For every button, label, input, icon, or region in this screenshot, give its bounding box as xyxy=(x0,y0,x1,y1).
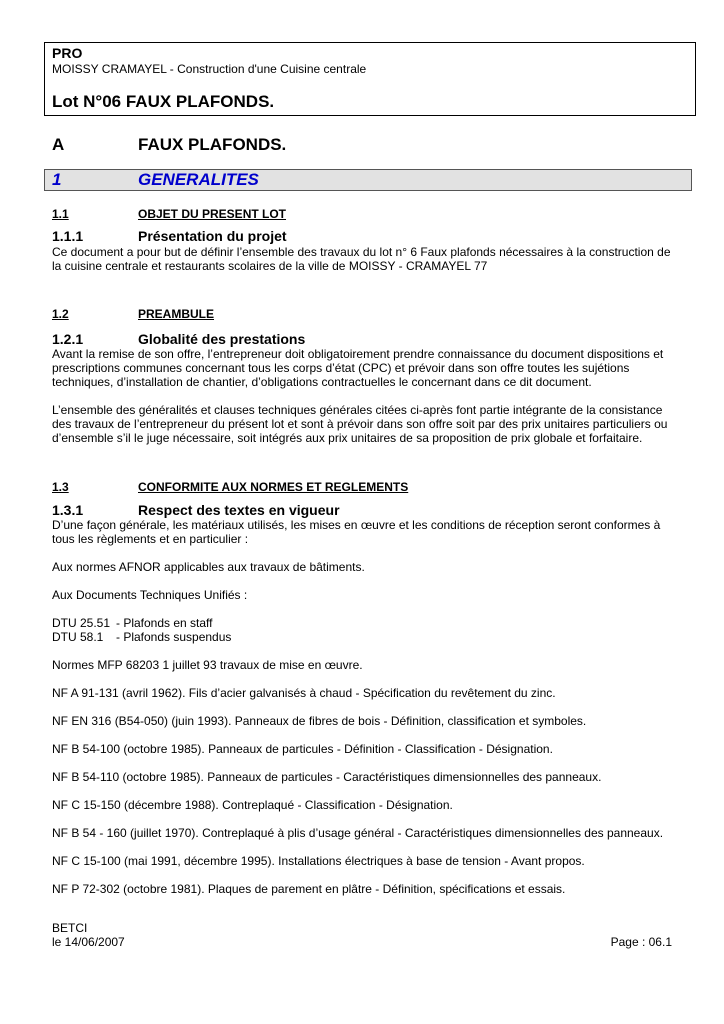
text-line: Ce document a pour but de définir l’ensemble des travaux du lot n° 6 Faux plafonds nécessaires à la construction de xyxy=(52,245,671,259)
afnor-line: Aux normes AFNOR applicables aux travaux de bâtiments. xyxy=(52,560,365,574)
dtu-desc: - Plafonds suspendus xyxy=(116,630,232,644)
s1-2-1-title: Globalité des prestations xyxy=(138,331,306,347)
norm-line: NF C 15-100 (mai 1991, décembre 1995). Installations électriques à base de tension - Avant propos. xyxy=(52,854,585,868)
header-project: MOISSY CRAMAYEL - Construction d'une Cuisine centrale xyxy=(52,62,367,76)
s1-1-title: OBJET DU PRESENT LOT xyxy=(138,207,287,221)
section-a-title: FAUX PLAFONDS. xyxy=(138,135,287,154)
s1-1-number: 1.1 xyxy=(52,207,69,221)
norm-line: NF A 91-131 (avril 1962). Fils d’acier galvanisés à chaud - Spécification du revêtement du zinc. xyxy=(52,686,556,700)
header-pro: PRO xyxy=(52,45,83,61)
section-1-title: GENERALITES xyxy=(138,170,259,189)
s1-2-paragraph-1 xyxy=(52,347,702,389)
text-line: d’ensemble s’il le juge nécessaire, soit intégrés aux prix unitaires de sa proposition de prix globale et forfaitaire. xyxy=(52,431,643,445)
dtu-desc: - Plafonds en staff xyxy=(116,616,213,630)
dtu-intro: Aux Documents Techniques Unifiés : xyxy=(52,588,248,602)
s1-3-intro xyxy=(52,518,702,546)
footer-date: le 14/06/2007 xyxy=(52,935,125,949)
s1-2-paragraph-2 xyxy=(52,403,702,445)
text-line: des travaux de l’entrepreneur du présent lot et sont à prévoir dans son offre soit par des prix unitaires particuliers ou xyxy=(52,417,668,431)
text-line: Avant la remise de son offre, l’entrepreneur doit obligatoirement prendre connaissance du document dispositions et xyxy=(52,347,664,361)
s1-1-1-number: 1.1.1 xyxy=(52,228,84,244)
s1-1-1-title: Présentation du projet xyxy=(138,228,287,244)
s1-1-paragraph xyxy=(52,245,702,273)
footer-company: BETCI xyxy=(52,921,88,935)
text-line: prescriptions communes concernant tous les corps d’état (CPC) et prévoir dans son offre toutes les sujétions xyxy=(52,361,630,375)
norm-line: NF P 72-302 (octobre 1981). Plaques de parement en plâtre - Définition, spécifications et essais. xyxy=(52,882,566,896)
footer-page-number: Page : 06.1 xyxy=(610,935,672,949)
norm-line: NF EN 316 (B54-050) (juin 1993). Panneaux de fibres de bois - Définition, classification et symboles. xyxy=(52,714,587,728)
text-line: D’une façon générale, les matériaux utilisés, les mises en œuvre et les conditions de réception seront conformes à xyxy=(52,518,661,532)
norm-line: Normes MFP 68203 1 juillet 93 travaux de mise en œuvre. xyxy=(52,658,363,672)
text-line: tous les règlements et en particulier : xyxy=(52,532,249,546)
s1-3-1-number: 1.3.1 xyxy=(52,502,84,518)
lot-title: Lot N°06 FAUX PLAFONDS. xyxy=(52,92,275,111)
section-1-number: 1 xyxy=(52,170,62,189)
norm-line: NF C 15-150 (décembre 1988). Contreplaqué - Classification - Désignation. xyxy=(52,798,453,812)
section-a-letter: A xyxy=(52,135,65,154)
s1-2-1-number: 1.2.1 xyxy=(52,331,84,347)
dtu-code: DTU 58.1 xyxy=(52,630,104,644)
text-line: techniques, d’installation de chantier, d’obligations contractuelles le concernant dans ce dit document. xyxy=(52,375,592,389)
text-line: la cuisine centrale et restaurants scolaires de la ville de MOISSY - CRAMAYEL 77 xyxy=(52,259,488,273)
s1-3-1-title: Respect des textes en vigueur xyxy=(138,502,340,518)
s1-2-number: 1.2 xyxy=(52,307,69,321)
dtu-code: DTU 25.51 xyxy=(52,616,111,630)
s1-2-title: PREAMBULE xyxy=(138,307,215,321)
norm-line: NF B 54 - 160 (juillet 1970). Contreplaqué à plis d’usage général - Caractéristiques dimensionnelles des panneaux. xyxy=(52,826,664,840)
norm-line: NF B 54-100 (octobre 1985). Panneaux de particules - Définition - Classification - Désignation. xyxy=(52,742,553,756)
norm-line: NF B 54-110 (octobre 1985). Panneaux de particules - Caractéristiques dimensionnelles des panneaux. xyxy=(52,770,602,784)
s1-3-title: CONFORMITE AUX NORMES ET REGLEMENTS xyxy=(138,480,409,494)
s1-3-number: 1.3 xyxy=(52,480,69,494)
text-line: L’ensemble des généralités et clauses techniques générales citées ci-après font partie intégrante de la consistance xyxy=(52,403,663,417)
